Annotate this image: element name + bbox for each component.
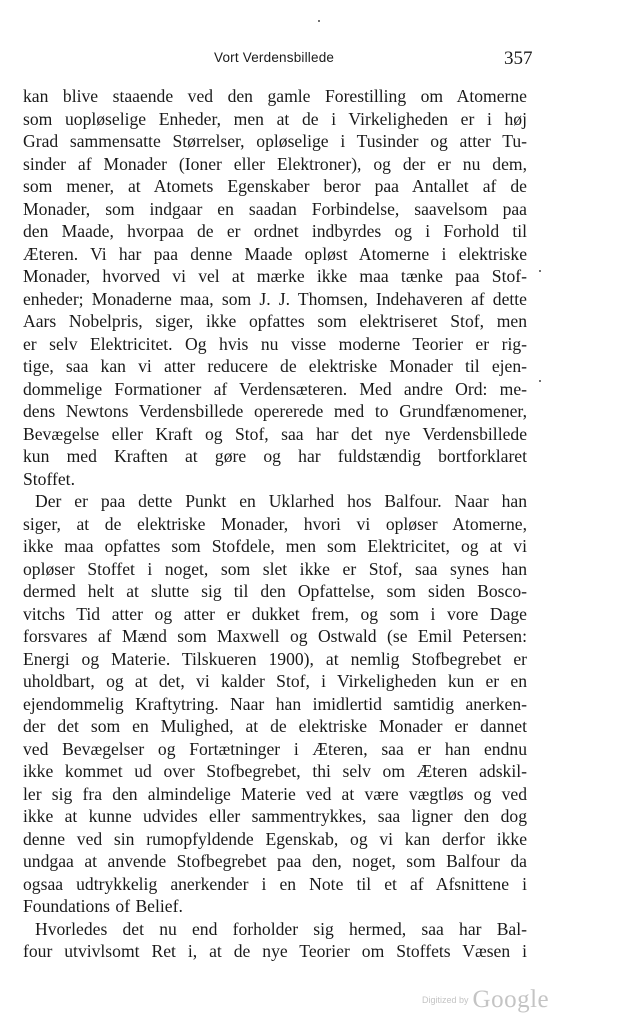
text-line: der det som en Mulighed, at de elektriske Monader er dannet: [23, 716, 527, 736]
text-line: kun med Kraften at gøre og har fuldstændig bortforklaret: [23, 446, 527, 466]
text-line: undgaa at anvende Stofbegrebet paa den, noget, som Balfour da: [23, 851, 527, 871]
text-line: den Maade, hvorpaa de er ordnet indbyrdes og i Forhold til: [23, 221, 527, 241]
text-line: Monader, som indgaar en saadan Forbindelse, saavelsom paa: [23, 198, 527, 219]
text-line: four utvivlsomt Ret i, at de nye Teorier om Stoffets Væsen i: [23, 941, 527, 961]
page-number: 357: [504, 48, 533, 69]
text-line: vitchs Tid atter og atter er dukket frem, og som i vore Dage: [23, 603, 527, 624]
text-line: uholdbart, og at det, vi kalder Stof, i Virkeligheden kun er en: [23, 671, 527, 691]
text-line: Bevægelse eller Kraft og Stof, saa har det nye Verdensbillede: [23, 423, 527, 444]
text-line: Der er paa dette Punkt en Uklarhed hos Balfour. Naar han: [35, 491, 527, 511]
running-head: [0, 48, 632, 70]
text-line: Energi og Materie. Tilskueren 1900), at nemlig Stofbegrebet er: [23, 648, 527, 669]
text-line: kan blive staaende ved den gamle Forestilling om Atomerne: [23, 86, 527, 106]
text-line: Æteren. Vi har paa denne Maade opløst Atomerne i elektriske: [23, 243, 527, 264]
text-line: Monader, hvorved vi vel at mærke ikke maa tænke paa Stof-: [23, 266, 527, 286]
text-line: ler sig fra den almindelige Materie ved at være vægtløs og ved: [23, 783, 527, 804]
text-line: Grad sammensatte Størrelser, opløselige i Tusinder og atter Tu-: [23, 131, 527, 151]
text-line: opløser Stoffet i noget, som slet ikke er Stof, saa synes han: [23, 558, 527, 579]
text-line: ved Bevægelser og Fortætninger i Æteren, saa er han endnu: [23, 738, 527, 759]
text-line: enheder; Monaderne maa, som J. J. Thomsen, Indehaveren af dette: [23, 288, 527, 309]
text-line: Stoffet.: [23, 468, 75, 489]
text-line: dens Newtons Verdensbillede opererede med to Grundfænomener,: [23, 401, 527, 421]
text-line: siger, at de elektriske Monader, hvori vi opløser Atomerne,: [23, 513, 527, 534]
stray-mark: [318, 20, 320, 22]
stray-mark: [539, 270, 541, 272]
text-line: Foundations of Belief.: [23, 896, 183, 916]
watermark-prefix: Digitized by: [422, 995, 469, 1005]
text-line: ikke maa opfattes som Stofdele, men som Elektricitet, og at vi: [23, 536, 527, 556]
text-line: ejendommelig Kraftytring. Naar han imidlertid samtidig anerken-: [23, 693, 527, 714]
text-line: sinder af Monader (Ioner eller Elektroner), og der er nu dem,: [23, 153, 527, 174]
running-title: Vort Verdensbillede: [214, 50, 335, 65]
text-line: er selv Elektricitet. Og hvis nu visse moderne Teorier er rig-: [23, 333, 527, 354]
text-line: Hvorledes det nu end forholder sig hermed, saa har Bal-: [35, 918, 527, 939]
stray-mark: [539, 380, 541, 382]
text-line: denne ved sin rumopfyldende Egenskab, og vi kan derfor ikke: [23, 828, 527, 849]
text-line: ikke kommet ud over Stofbegrebet, thi selv om Æteren adskil-: [23, 761, 527, 781]
text-line: Aars Nobelpris, siger, ikke opfattes som elektriseret Stof, men: [23, 311, 527, 331]
text-line: dermed helt at slutte sig til den Opfattelse, som siden Bosco-: [23, 581, 527, 601]
text-line: tige, saa kan vi atter reducere de elektriske Monader til ejen-: [23, 356, 527, 376]
text-line: ikke at kunne udvides eller sammentrykkes, saa ligner den dog: [23, 806, 527, 826]
body-text: [23, 85, 527, 963]
text-line: som uopløselige Enheder, men at de i Virkeligheden er i høj: [23, 108, 527, 129]
text-line: ogsaa udtrykkelig anerkender i en Note til et af Afsnittene i: [23, 873, 527, 894]
text-line: som mener, at Atomets Egenskaber beror paa Antallet af de: [23, 176, 527, 196]
google-logo: Google: [472, 986, 550, 1013]
text-line: dommelige Formationer af Verdensæteren. Med andre Ord: me-: [23, 378, 527, 399]
text-line: forsvares af Mænd som Maxwell og Ostwald (se Emil Petersen:: [23, 626, 527, 646]
digitized-watermark: [422, 986, 549, 1016]
